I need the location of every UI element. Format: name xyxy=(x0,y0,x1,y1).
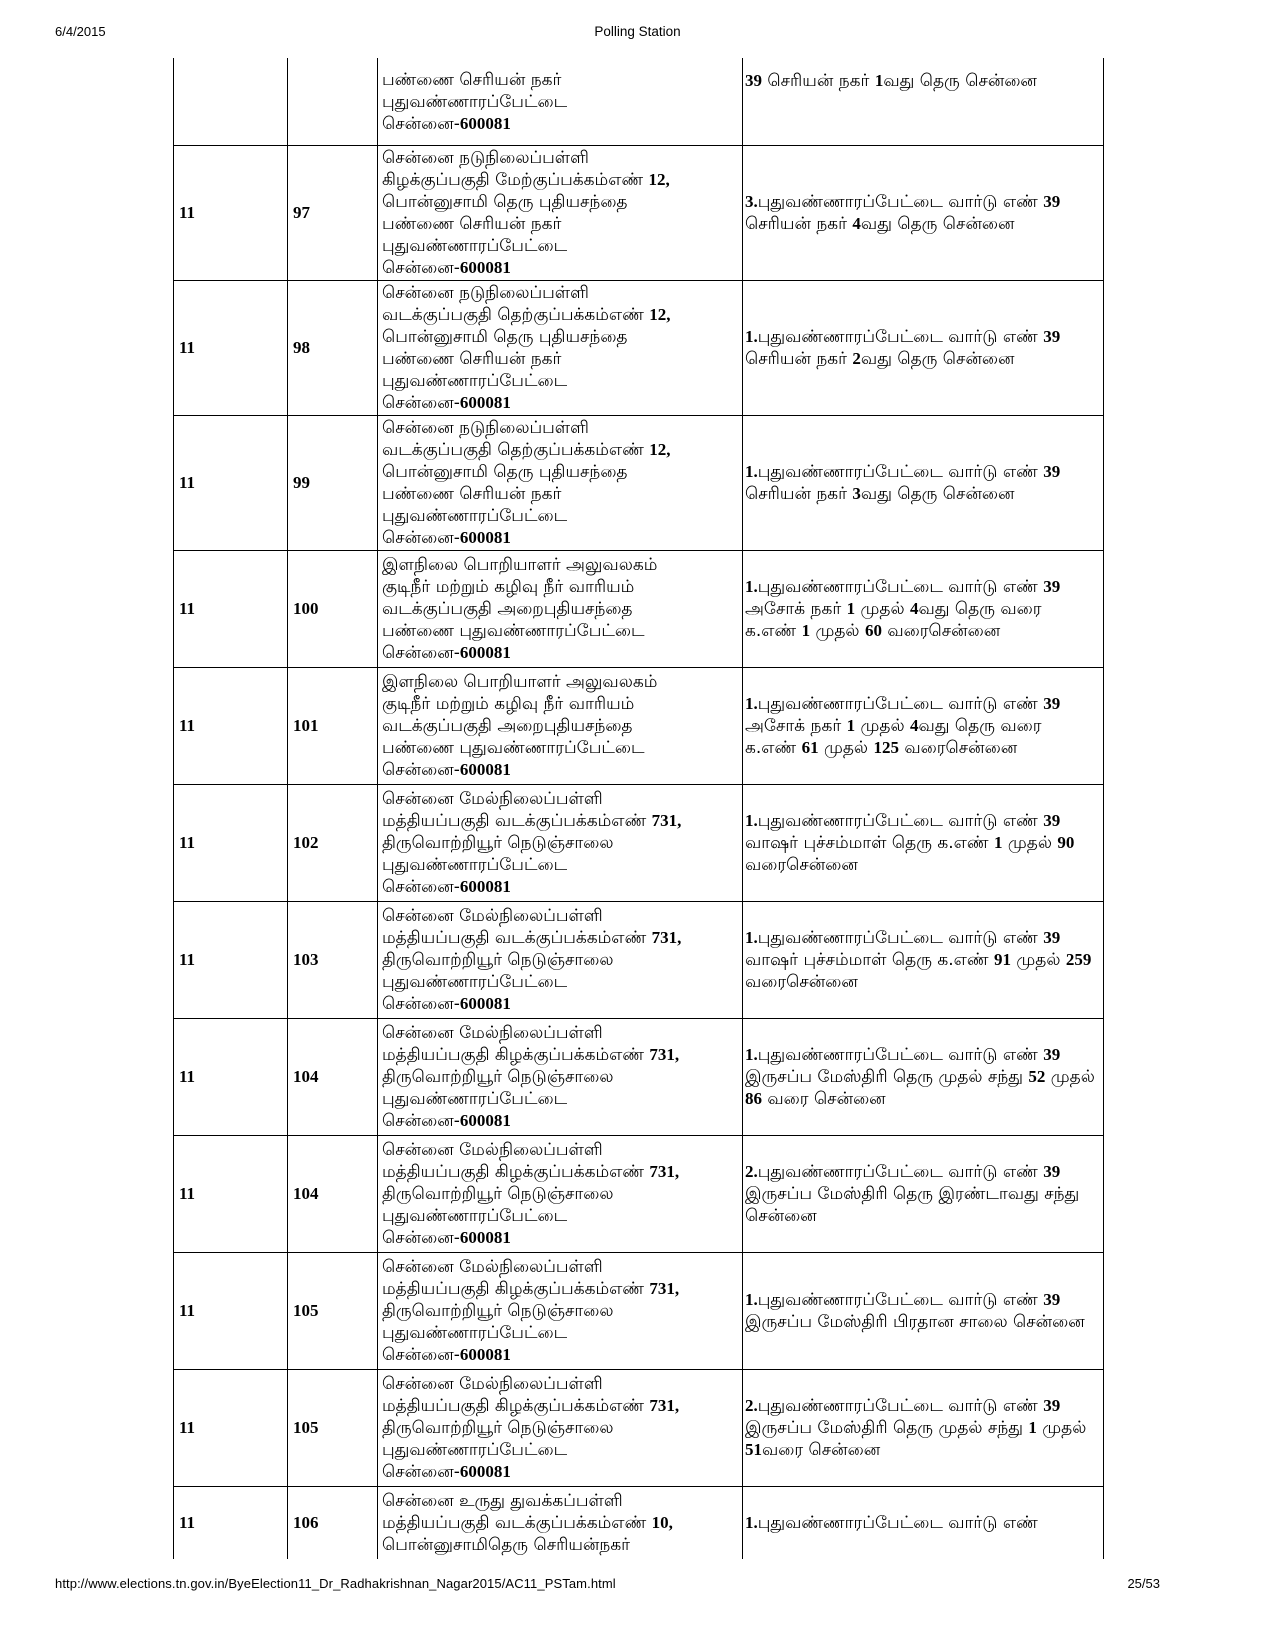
station-location-cell: சென்னை மேல்நிலைப்பள்ளி மத்தியப்பகுதி வடக்குப்பக்கம்எண் 731, திருவொற்றியூர் நெடுஞ்சாலை புதுவண்ணாரப்பேட்டை சென்னை-600081 xyxy=(378,902,743,1019)
ac-number-cell: 11 xyxy=(174,416,288,551)
polling-station-row xyxy=(174,785,1104,902)
polling-area-cell: 2.புதுவண்ணாரப்பேட்டை வார்டு எண் 39 இருசப்ப மேஸ்திரி தெரு முதல் சந்து 1 முதல் 51வரை சென்னை xyxy=(743,1370,1104,1487)
station-number-cell: 101 xyxy=(288,668,378,785)
polling-area-cell: 1.புதுவண்ணாரப்பேட்டை வார்டு எண் 39 அசோக் நகர் 1 முதல் 4வது தெரு வரை க.எண் 61 முதல் 125 வரைசென்னை xyxy=(743,668,1104,785)
polling-station-row xyxy=(174,902,1104,1019)
polling-area-cell: 39 செரியன் நகர் 1வது தெரு சென்னை xyxy=(743,58,1104,146)
polling-station-row xyxy=(174,1370,1104,1487)
ac-number-cell: 11 xyxy=(174,1253,288,1370)
ac-number-cell: 11 xyxy=(174,1487,288,1560)
station-location-cell: இளநிலை பொறியாளர் அலுவலகம் குடிநீர் மற்றும் கழிவு நீர் வாரியம் வடக்குப்பகுதி அறைபுதியசந்தை பண்ணை புதுவண்ணாரப்பேட்டை சென்னை-600081 xyxy=(378,551,743,668)
page-number: 25/53 xyxy=(1127,1576,1160,1591)
ac-number-cell: 11 xyxy=(174,281,288,416)
polling-station-table xyxy=(173,58,1104,1559)
station-number-cell: 104 xyxy=(288,1136,378,1253)
ac-number-cell: 11 xyxy=(174,551,288,668)
ac-number-cell: 11 xyxy=(174,902,288,1019)
polling-station-row xyxy=(174,1136,1104,1253)
polling-station-row xyxy=(174,1487,1104,1560)
station-location-cell: இளநிலை பொறியாளர் அலுவலகம் குடிநீர் மற்றும் கழிவு நீர் வாரியம் வடக்குப்பகுதி அறைபுதியசந்தை பண்ணை புதுவண்ணாரப்பேட்டை சென்னை-600081 xyxy=(378,668,743,785)
station-location-cell: சென்னை மேல்நிலைப்பள்ளி மத்தியப்பகுதி கிழக்குப்பக்கம்எண் 731, திருவொற்றியூர் நெடுஞ்சாலை புதுவண்ணாரப்பேட்டை சென்னை-600081 xyxy=(378,1019,743,1136)
station-number-cell: 105 xyxy=(288,1253,378,1370)
polling-station-row xyxy=(174,668,1104,785)
station-location-cell: சென்னை நடுநிலைப்பள்ளி வடக்குப்பகுதி தெற்குப்பக்கம்எண் 12, பொன்னுசாமி தெரு புதியசந்தை பண்ணை செரியன் நகர் புதுவண்ணாரப்பேட்டை சென்னை-600081 xyxy=(378,281,743,416)
polling-area-cell: 1.புதுவண்ணாரப்பேட்டை வார்டு எண் 39 இருசப்ப மேஸ்திரி தெரு முதல் சந்து 52 முதல் 86 வரை சென்னை xyxy=(743,1019,1104,1136)
polling-station-row xyxy=(174,416,1104,551)
polling-station-row xyxy=(174,281,1104,416)
station-number-cell: 106 xyxy=(288,1487,378,1560)
polling-station-row xyxy=(174,1019,1104,1136)
polling-station-row xyxy=(174,146,1104,281)
station-location-cell: சென்னை மேல்நிலைப்பள்ளி மத்தியப்பகுதி வடக்குப்பக்கம்எண் 731, திருவொற்றியூர் நெடுஞ்சாலை புதுவண்ணாரப்பேட்டை சென்னை-600081 xyxy=(378,785,743,902)
polling-station-row xyxy=(174,1253,1104,1370)
polling-area-cell: 1.புதுவண்ணாரப்பேட்டை வார்டு எண் 39 இருசப்ப மேஸ்திரி பிரதான சாலை சென்னை xyxy=(743,1253,1104,1370)
station-number-cell: 99 xyxy=(288,416,378,551)
polling-area-cell: 1.புதுவண்ணாரப்பேட்டை வார்டு எண் 39 வாஷர் புச்சம்மாள் தெரு க.எண் 1 முதல் 90 வரைசென்னை xyxy=(743,785,1104,902)
polling-station-row xyxy=(174,58,1104,146)
ac-number-cell: 11 xyxy=(174,668,288,785)
station-number-cell: 100 xyxy=(288,551,378,668)
print-footer xyxy=(55,1576,1160,1591)
station-location-cell: சென்னை நடுநிலைப்பள்ளி வடக்குப்பகுதி தெற்குப்பக்கம்எண் 12, பொன்னுசாமி தெரு புதியசந்தை பண்ணை செரியன் நகர் புதுவண்ணாரப்பேட்டை சென்னை-600081 xyxy=(378,416,743,551)
page-title: Polling Station xyxy=(594,24,681,39)
station-number-cell xyxy=(288,58,378,146)
station-number-cell: 105 xyxy=(288,1370,378,1487)
polling-area-cell: 2.புதுவண்ணாரப்பேட்டை வார்டு எண் 39 இருசப்ப மேஸ்திரி தெரு இரண்டாவது சந்து சென்னை xyxy=(743,1136,1104,1253)
ac-number-cell: 11 xyxy=(174,1370,288,1487)
station-number-cell: 103 xyxy=(288,902,378,1019)
station-number-cell: 98 xyxy=(288,281,378,416)
polling-area-cell: 1.புதுவண்ணாரப்பேட்டை வார்டு எண் xyxy=(743,1487,1104,1560)
ac-number-cell: 11 xyxy=(174,1019,288,1136)
page-date: 6/4/2015 xyxy=(55,24,106,39)
station-number-cell: 102 xyxy=(288,785,378,902)
station-number-cell: 97 xyxy=(288,146,378,281)
ac-number-cell: 11 xyxy=(174,785,288,902)
station-location-cell: சென்னை நடுநிலைப்பள்ளி கிழக்குப்பகுதி மேற்குப்பக்கம்எண் 12, பொன்னுசாமி தெரு புதியசந்தை பண்ணை செரியன் நகர் புதுவண்ணாரப்பேட்டை சென்னை-600081 xyxy=(378,146,743,281)
station-location-cell: சென்னை மேல்நிலைப்பள்ளி மத்தியப்பகுதி கிழக்குப்பக்கம்எண் 731, திருவொற்றியூர் நெடுஞ்சாலை புதுவண்ணாரப்பேட்டை சென்னை-600081 xyxy=(378,1136,743,1253)
station-number-cell: 104 xyxy=(288,1019,378,1136)
polling-area-cell: 1.புதுவண்ணாரப்பேட்டை வார்டு எண் 39 செரியன் நகர் 3வது தெரு சென்னை xyxy=(743,416,1104,551)
station-location-cell: பண்ணை செரியன் நகர் புதுவண்ணாரப்பேட்டை சென்னை-600081 xyxy=(378,58,743,146)
source-url: http://www.elections.tn.gov.in/ByeElection11_Dr_Radhakrishnan_Nagar2015/AC11_PSTam.html xyxy=(55,1576,616,1591)
ac-number-cell: 11 xyxy=(174,1136,288,1253)
polling-table-body xyxy=(174,58,1104,1559)
polling-area-cell: 1.புதுவண்ணாரப்பேட்டை வார்டு எண் 39 வாஷர் புச்சம்மாள் தெரு க.எண் 91 முதல் 259 வரைசென்னை xyxy=(743,902,1104,1019)
polling-area-cell: 3.புதுவண்ணாரப்பேட்டை வார்டு எண் 39 செரியன் நகர் 4வது தெரு சென்னை xyxy=(743,146,1104,281)
ac-number-cell: 11 xyxy=(174,146,288,281)
ac-number-cell xyxy=(174,58,288,146)
polling-area-cell: 1.புதுவண்ணாரப்பேட்டை வார்டு எண் 39 செரியன் நகர் 2வது தெரு சென்னை xyxy=(743,281,1104,416)
station-location-cell: சென்னை மேல்நிலைப்பள்ளி மத்தியப்பகுதி கிழக்குப்பக்கம்எண் 731, திருவொற்றியூர் நெடுஞ்சாலை புதுவண்ணாரப்பேட்டை சென்னை-600081 xyxy=(378,1370,743,1487)
polling-area-cell: 1.புதுவண்ணாரப்பேட்டை வார்டு எண் 39 அசோக் நகர் 1 முதல் 4வது தெரு வரை க.எண் 1 முதல் 60 வரைசென்னை xyxy=(743,551,1104,668)
station-location-cell: சென்னை உருது துவக்கப்பள்ளி மத்தியப்பகுதி வடக்குப்பக்கம்எண் 10, பொன்னுசாமிதெரு செரியன்நகர் xyxy=(378,1487,743,1560)
polling-station-row xyxy=(174,551,1104,668)
station-location-cell: சென்னை மேல்நிலைப்பள்ளி மத்தியப்பகுதி கிழக்குப்பக்கம்எண் 731, திருவொற்றியூர் நெடுஞ்சாலை புதுவண்ணாரப்பேட்டை சென்னை-600081 xyxy=(378,1253,743,1370)
